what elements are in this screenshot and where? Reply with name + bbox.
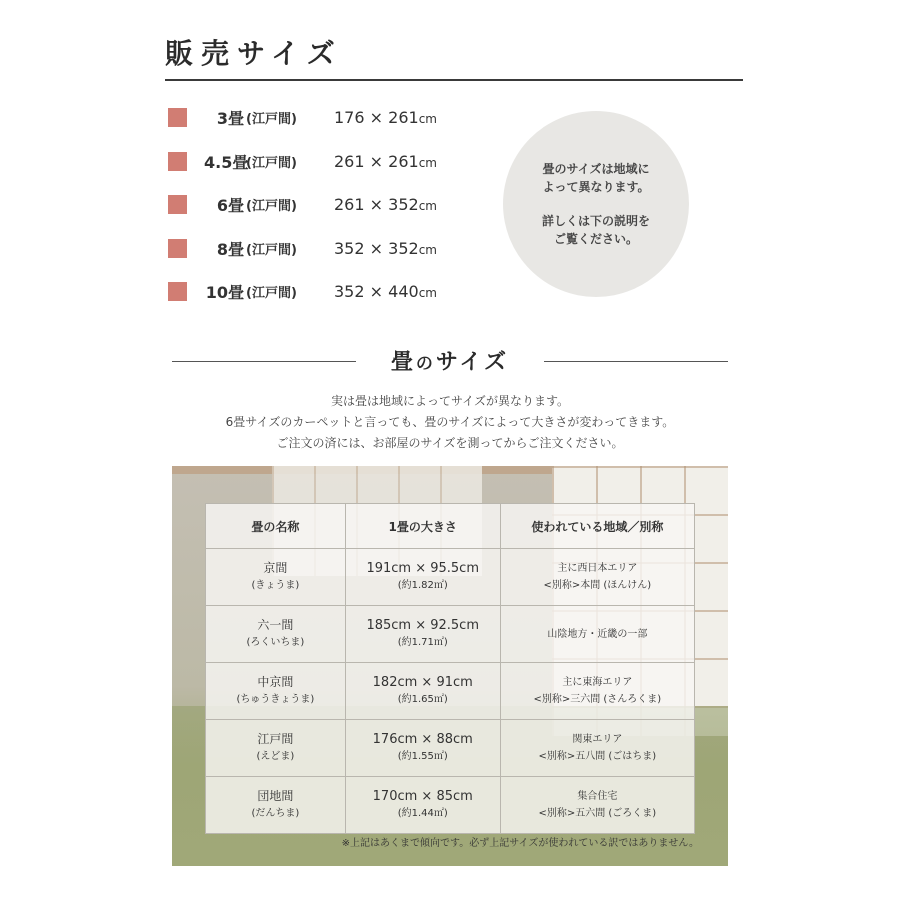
tatami-region-cell: 関東エリア <別称>五八間 (ごはちま) [500,720,694,777]
page-title: 販売サイズ [165,37,343,70]
size-row [168,150,437,172]
size-name: 3畳 [216,108,244,128]
size-dimensions: 261 × 261cm [334,151,437,171]
tatami-region-cell: 主に西日本エリア <別称>本間 (ほんけん) [500,549,694,606]
size-name: 6畳 [216,195,244,215]
size-swatch [168,239,187,258]
size-row [168,237,437,259]
tatami-region-cell: 主に東海エリア <別称>三六間 (さんろくま) [500,663,694,720]
size-dimensions: 261 × 352cm [334,194,437,214]
table-header-row [206,504,695,549]
column-header: 畳の名称 [206,504,346,549]
intro-text: ご注文の済には、お部屋のサイズを測ってからご注文ください。 [276,436,624,450]
table-row [206,663,695,720]
column-header: 使われている地域／別称 [500,504,694,549]
notice-line: ご覧ください。 [553,232,638,246]
column-header: 1畳の大きさ [345,504,500,549]
tatami-name-cell: 団地間 (だんちま) [206,777,346,834]
tatami-name-cell: 中京間 (ちゅうきょうま) [206,663,346,720]
size-swatch [168,282,187,301]
tatami-region-cell: 集合住宅 <別称>五六間 (ごろくま) [500,777,694,834]
tatami-name-cell: 六一間 (ろくいちま) [206,606,346,663]
tatami-size-cell: 176cm × 88cm (約1.55㎡) [345,720,500,777]
size-name: 4.5畳 [204,152,249,172]
size-swatch [168,152,187,171]
table-row [206,606,695,663]
tatami-name-cell: 京間 (きょうま) [206,549,346,606]
tatami-size-table [205,503,695,834]
tatami-name-cell: 江戸間 (えどま) [206,720,346,777]
notice-line: 畳のサイズは地域に [542,162,650,176]
notice-line: よって異なります。 [542,180,650,194]
intro-text: 実は畳は地域によってサイズが異なります。 [330,394,570,408]
size-note: (江戸間) [246,155,297,171]
tatami-size-cell: 170cm × 85cm (約1.44㎡) [345,777,500,834]
table-row [206,549,695,606]
tatami-size-cell: 185cm × 92.5cm (約1.71㎡) [345,606,500,663]
size-swatch [168,195,187,214]
size-note: (江戸間) [246,111,297,127]
size-dimensions: 176 × 261cm [334,107,437,127]
size-note: (江戸間) [246,285,297,301]
size-row [168,193,437,215]
size-note: (江戸間) [246,242,297,258]
table-footnote: ※上記はあくまで傾向です。必ず上記サイズが使われている訳ではありません。 [341,838,699,849]
title-divider [165,79,743,81]
section-title: 畳のサイズ [390,350,510,375]
notice-line: 詳しくは下の説明を [541,214,650,228]
size-name: 8畳 [216,239,244,259]
intro-text: 6畳サイズのカーペットと言っても、畳のサイズによって大きさが変わってきます。 [225,415,675,429]
table-row [206,777,695,834]
size-row [168,106,437,128]
tatami-size-cell: 191cm × 95.5cm (約1.82㎡) [345,549,500,606]
size-name: 10畳 [205,282,244,302]
size-note: (江戸間) [246,198,297,214]
tatami-size-cell: 182cm × 91cm (約1.65㎡) [345,663,500,720]
size-dimensions: 352 × 440cm [334,281,437,301]
size-swatch [168,108,187,127]
tatami-region-cell: 山陰地方・近畿の一部 [500,606,694,663]
table-row [206,720,695,777]
size-row [168,280,437,302]
size-dimensions: 352 × 352cm [334,238,437,258]
size-notice-circle [503,111,689,297]
